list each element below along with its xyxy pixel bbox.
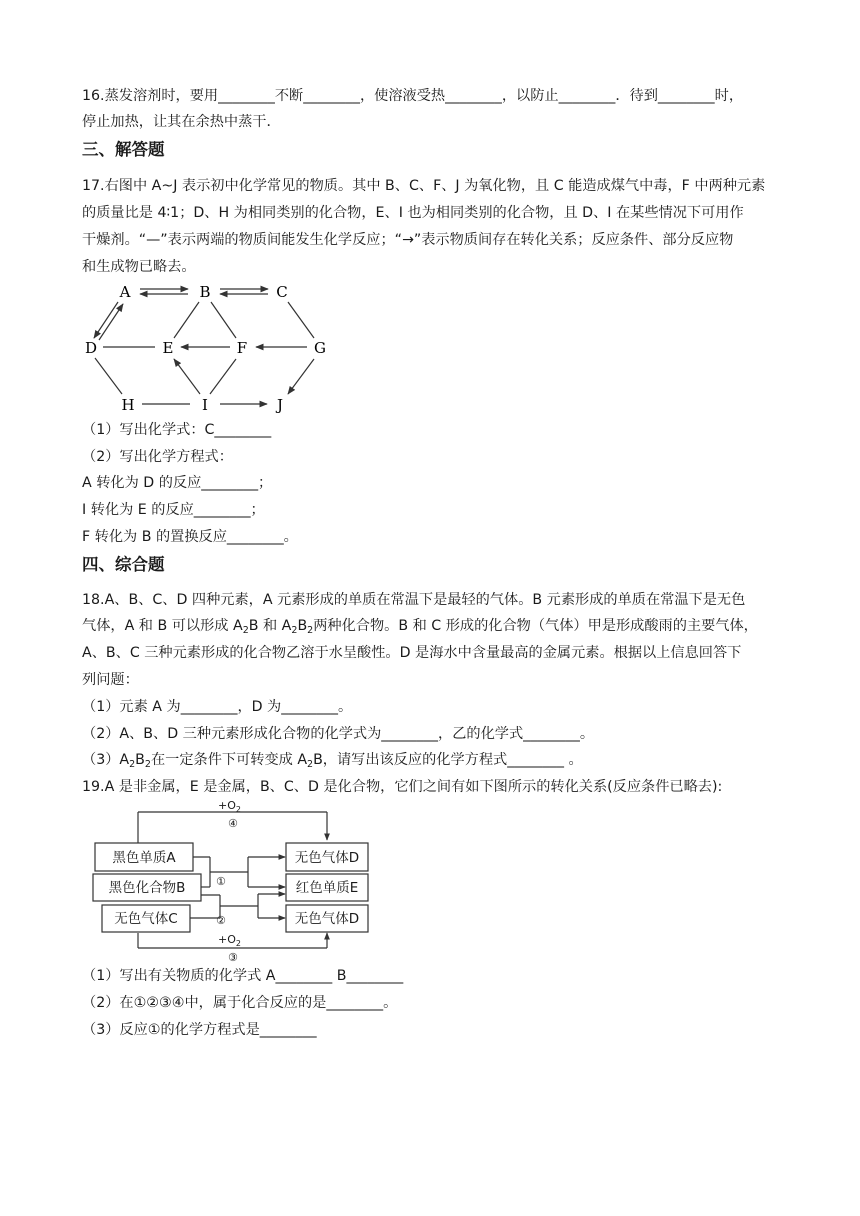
svg-text:红色单质E: 红色单质E [295, 880, 359, 896]
q16-line-1: 16.蒸发溶剂时，要用________不断________，使溶液受热________，以防止________．待到________时， [82, 88, 744, 104]
node-h: H [121, 396, 135, 414]
q19-flow-diagram [90, 800, 380, 962]
q18-line-3: A、B、C 三种元素形成的化合物乙溶于水呈酸性。D 是海水中含量最高的金属元素。根据以上信息回答下 [82, 645, 742, 661]
node-j: J [276, 396, 284, 414]
q17-line-4: 和生成物已略去。 [82, 259, 196, 275]
node-a: A [119, 283, 131, 301]
q18-sub-3: $(3)A_2B_2$在一定条件下可转变成 $A_2B$，请写出该反应的化学方程式________ 。 [82, 752, 583, 770]
svg-text:无色气体D: 无色气体D [294, 911, 360, 927]
node-e: E [162, 339, 174, 357]
mark-4: ④ [228, 817, 238, 830]
q16-line-2: 停止加热，让其在余热中蒸干． [82, 114, 281, 130]
svg-text:黑色单质A: 黑色单质A [112, 850, 176, 866]
q17-relation-diagram [80, 280, 340, 415]
q18-sub-1: （1）元素 A 为________，D 为________。 [82, 699, 353, 715]
section-heading-3: 三、解答题 [82, 140, 165, 159]
o2-label-bottom: $+O_2$ [218, 933, 241, 948]
node-b: B [199, 283, 211, 301]
node-i: I [202, 396, 208, 414]
svg-text:无色气体D: 无色气体D [294, 850, 360, 866]
node-c: C [276, 283, 288, 301]
q17-line-1: 17.右图中 A~J 表示初中化学常见的物质。其中 B、C、F、J 为氧化物，且 C 能造成煤气中毒，F 中两种元素 [82, 178, 766, 194]
q17-sub-2a: A 转化为 D 的反应________； [82, 475, 273, 491]
q17-line-2: 的质量比是 4∶1；D、H 为相同类别的化合物，E、I 也为相同类别的化合物，且 D、I 在某些情况下可用作 [82, 205, 744, 221]
q19-sub-2: （2）在①②③④中，属于化合反应的是________。 [82, 995, 398, 1011]
q18-line-1: 18.A、B、C、D 四种元素，A 元素形成的单质在常温下是最轻的气体。B 元素形成的单质在常温下是无色 [82, 592, 746, 608]
mark-3: ③ [228, 951, 238, 962]
svg-text:无色气体C: 无色气体C [114, 911, 178, 927]
q17-sub-2b: I 转化为 E 的反应________； [82, 502, 265, 518]
mark-2: ② [216, 914, 226, 927]
node-d: D [84, 339, 98, 357]
q17-line-3: 干燥剂。“—”表示两端的物质间能发生化学反应；“→”表示物质间存在转化关系；反应条件、部分反应物 [82, 232, 734, 248]
q18-line-4: 列问题： [82, 672, 139, 688]
node-f: F [236, 339, 248, 357]
q17-sub-2c: F 转化为 B 的置换反应________。 [82, 529, 298, 545]
mark-1: ① [216, 875, 226, 888]
q17-sub-2: （2）写出化学方程式： [82, 449, 233, 465]
q19-sub-1: （1）写出有关物质的化学式 A________ B________ [82, 968, 404, 984]
section-heading-4: 四、综合题 [82, 555, 165, 574]
q17-sub-1: （1）写出化学式：C________ [82, 422, 272, 438]
node-g: G [314, 339, 326, 357]
o2-label-top: $+O_2$ [218, 800, 241, 814]
q18-sub-2: （2）A、B、D 三种元素形成化合物的化学式为________，乙的化学式________。 [82, 726, 595, 742]
q19-line-1: 19.A 是非金属，E 是金属，B、C、D 是化合物，它们之间有如下图所示的转化关系(反应条件已略去): [82, 779, 723, 795]
svg-text:黑色化合物B: 黑色化合物B [108, 880, 186, 896]
q18-line-2: 气体，A 和 B 可以形成 $A_2B$ 和 $A_2B_2$两种化合物。B 和 C 形成的化合物（气体）甲是形成酸雨的主要气体， [82, 618, 758, 636]
q19-sub-3: （3）反应①的化学方程式是________ [82, 1022, 317, 1038]
